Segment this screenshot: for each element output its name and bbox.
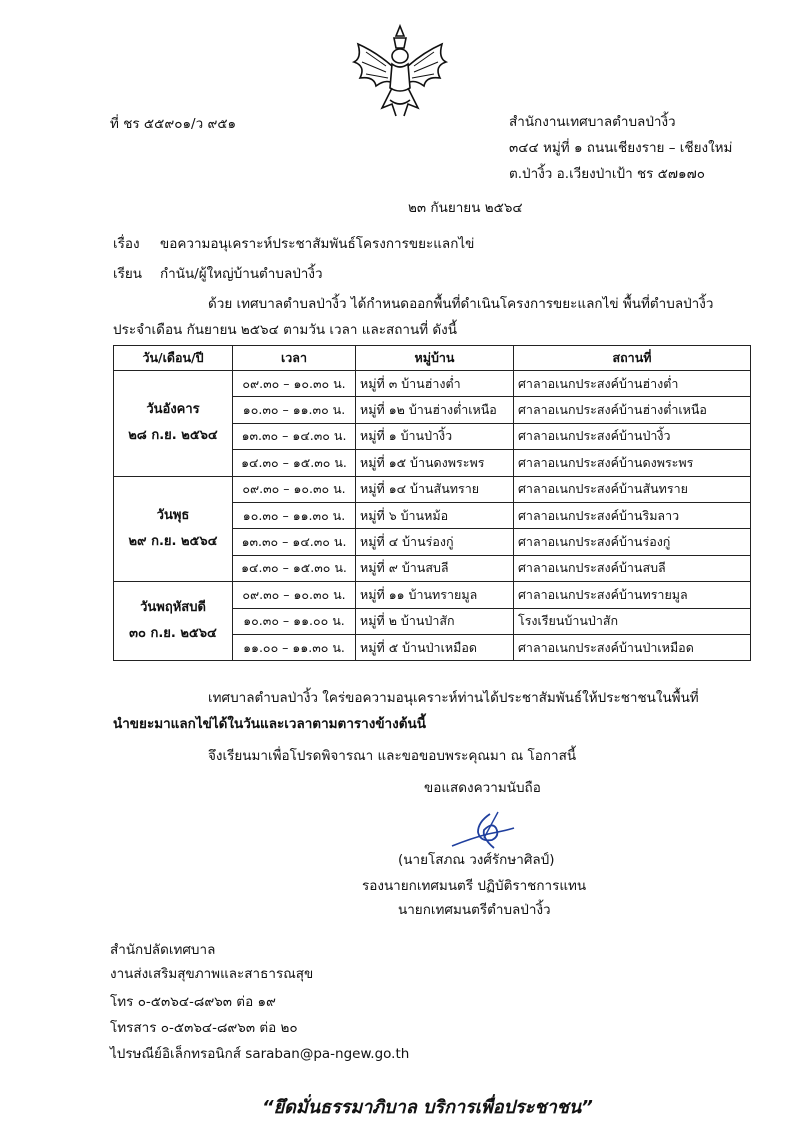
day-name: วันอังคาร (146, 402, 200, 418)
place-cell: ศาลาอเนกประสงค์บ้านร่องกู่ (514, 529, 751, 555)
day-date: ๒๙ ก.ย. ๒๕๖๔ (128, 533, 218, 549)
time-cell: ๑๐.๓๐ – ๑๑.๓๐ น. (233, 502, 356, 528)
day-name: วันพฤหัสบดี (140, 600, 206, 616)
footer-email: ไปรษณีย์อิเล็กทรอนิกส์ saraban@pa-ngew.go.th (110, 1046, 410, 1062)
intro-line-2: ประจำเดือน กันยายน ๒๕๖๔ ตามวัน เวลา และสถานที่ ดังนี้ (113, 322, 457, 338)
village-cell: หมู่ที่ ๖ บ้านหม้อ (356, 502, 514, 528)
place-cell: ศาลาอเนกประสงค์บ้านฮ่างต่ำเหนือ (514, 397, 751, 423)
recipient-text: กำนัน/ผู้ใหญ่บ้านตำบลป่างิ้ว (160, 266, 323, 282)
signer-position-1: รองนายกเทศมนตรี ปฏิบัติราชการแทน (362, 878, 587, 894)
day-cell (114, 476, 233, 582)
document-number: ที่ ชร ๕๕๙๐๑/ว ๙๕๑ (110, 116, 237, 132)
body-paragraph-1-line-1: เทศบาลตำบลป่างิ้ว ใคร่ขอความอนุเคราะห์ท่านได้ประชาสัมพันธ์ให้ประชาชนในพื้นที่ (208, 690, 699, 706)
header-time: เวลา (233, 346, 356, 371)
footer-telephone: โทร ๐-๕๓๖๔-๘๙๖๓ ต่อ ๑๙ (110, 994, 276, 1010)
office-district: ต.ป่างิ้ว อ.เวียงป่าเป้า ชร ๕๗๑๗๐ (509, 166, 706, 182)
day-cell (114, 371, 233, 477)
village-cell: หมู่ที่ ๔ บ้านร่องกู่ (356, 529, 514, 555)
table-row (114, 476, 751, 502)
table-row (114, 371, 751, 397)
village-cell: หมู่ที่ ๓ บ้านฮ่างต่ำ (356, 371, 514, 397)
day-date: ๓๐ ก.ย. ๒๕๖๔ (129, 626, 217, 642)
place-cell: ศาลาอเนกประสงค์บ้านฮ่างต่ำ (514, 371, 751, 397)
village-cell: หมู่ที่ ๒ บ้านป่าสัก (356, 608, 514, 634)
schedule-table (113, 345, 751, 661)
place-cell: ศาลาอเนกประสงค์บ้านสันทราย (514, 476, 751, 502)
time-cell: ๐๙.๓๐ – ๑๐.๓๐ น. (233, 476, 356, 502)
subject-label: เรื่อง (113, 236, 140, 252)
header-village: หมู่บ้าน (356, 346, 514, 371)
signer-position-2: นายกเทศมนตรีตำบลป่างิ้ว (398, 902, 551, 918)
village-cell: หมู่ที่ ๕ บ้านป่าเหมือด (356, 634, 514, 660)
time-cell: ๑๐.๓๐ – ๑๑.๐๐ น. (233, 608, 356, 634)
header-place: สถานที่ (514, 346, 751, 371)
place-cell: ศาลาอเนกประสงค์บ้านป่าเหมือด (514, 634, 751, 660)
body-paragraph-1-line-2: นำขยะมาแลกไข่ได้ในวันและเวลาตามตารางข้างต้นนี้ (113, 716, 426, 732)
time-cell: ๑๔.๓๐ – ๑๕.๓๐ น. (233, 555, 356, 581)
table-row (114, 582, 751, 608)
time-cell: ๑๐.๓๐ – ๑๑.๓๐ น. (233, 397, 356, 423)
village-cell: หมู่ที่ ๑๕ บ้านดงพระพร (356, 450, 514, 476)
place-cell: ศาลาอเนกประสงค์บ้านดงพระพร (514, 450, 751, 476)
header-date: วัน/เดือน/ปี (114, 346, 233, 371)
garuda-emblem-icon (346, 22, 454, 122)
day-cell (114, 582, 233, 661)
footer-department: สำนักปลัดเทศบาล (110, 942, 216, 958)
time-cell: ๐๙.๓๐ – ๑๐.๓๐ น. (233, 582, 356, 608)
recipient-label: เรียน (113, 266, 143, 282)
closing: ขอแสดงความนับถือ (424, 780, 541, 796)
intro-line-1: ด้วย เทศบาลตำบลป่างิ้ว ได้กำหนดออกพื้นที่ดำเนินโครงการขยะแลกไข่ พื้นที่ตำบลป่างิ้ว (208, 296, 714, 312)
subject-text: ขอความอนุเคราะห์ประชาสัมพันธ์โครงการขยะแลกไข่ (160, 236, 475, 252)
table-header-row (114, 346, 751, 371)
footer-fax: โทรสาร ๐-๕๓๖๔-๘๙๖๓ ต่อ ๒๐ (110, 1020, 298, 1036)
village-cell: หมู่ที่ ๑ บ้านป่างิ้ว (356, 423, 514, 449)
office-address: ๓๔๔ หมู่ที่ ๑ ถนนเชียงราย – เชียงใหม่ (509, 140, 733, 156)
day-date: ๒๘ ก.ย. ๒๕๖๔ (128, 428, 218, 444)
time-cell: ๑๔.๓๐ – ๑๕.๓๐ น. (233, 450, 356, 476)
motto: “ยึดมั่นธรรมาภิบาล บริการเพื่อประชาชน” (262, 1097, 593, 1118)
place-cell: ศาลาอเนกประสงค์บ้านริมลาว (514, 502, 751, 528)
time-cell: ๑๑.๐๐ – ๑๑.๓๐ น. (233, 634, 356, 660)
time-cell: ๑๓.๓๐ – ๑๔.๓๐ น. (233, 529, 356, 555)
signer-name: (นายโสภณ วงศ์รักษาศิลป์) (398, 852, 555, 868)
day-name: วันพุธ (156, 507, 190, 523)
place-cell: โรงเรียนบ้านป่าสัก (514, 608, 751, 634)
village-cell: หมู่ที่ ๙ บ้านสบลี (356, 555, 514, 581)
office-name: สำนักงานเทศบาลตำบลป่างิ้ว (509, 114, 676, 130)
village-cell: หมู่ที่ ๑๑ บ้านทรายมูล (356, 582, 514, 608)
body-paragraph-2: จึงเรียนมาเพื่อโปรดพิจารณา และขอขอบพระคุณมา ณ โอกาสนี้ (208, 748, 577, 764)
time-cell: ๐๙.๓๐ – ๑๐.๓๐ น. (233, 371, 356, 397)
time-cell: ๑๓.๓๐ – ๑๔.๓๐ น. (233, 423, 356, 449)
village-cell: หมู่ที่ ๑๔ บ้านสันทราย (356, 476, 514, 502)
footer-section: งานส่งเสริมสุขภาพและสาธารณสุข (110, 966, 314, 982)
document-date: ๒๓ กันยายน ๒๕๖๔ (408, 200, 523, 216)
place-cell: ศาลาอเนกประสงค์บ้านทรายมูล (514, 582, 751, 608)
place-cell: ศาลาอเนกประสงค์บ้านสบลี (514, 555, 751, 581)
place-cell: ศาลาอเนกประสงค์บ้านป่างิ้ว (514, 423, 751, 449)
village-cell: หมู่ที่ ๑๒ บ้านฮ่างต่ำเหนือ (356, 397, 514, 423)
